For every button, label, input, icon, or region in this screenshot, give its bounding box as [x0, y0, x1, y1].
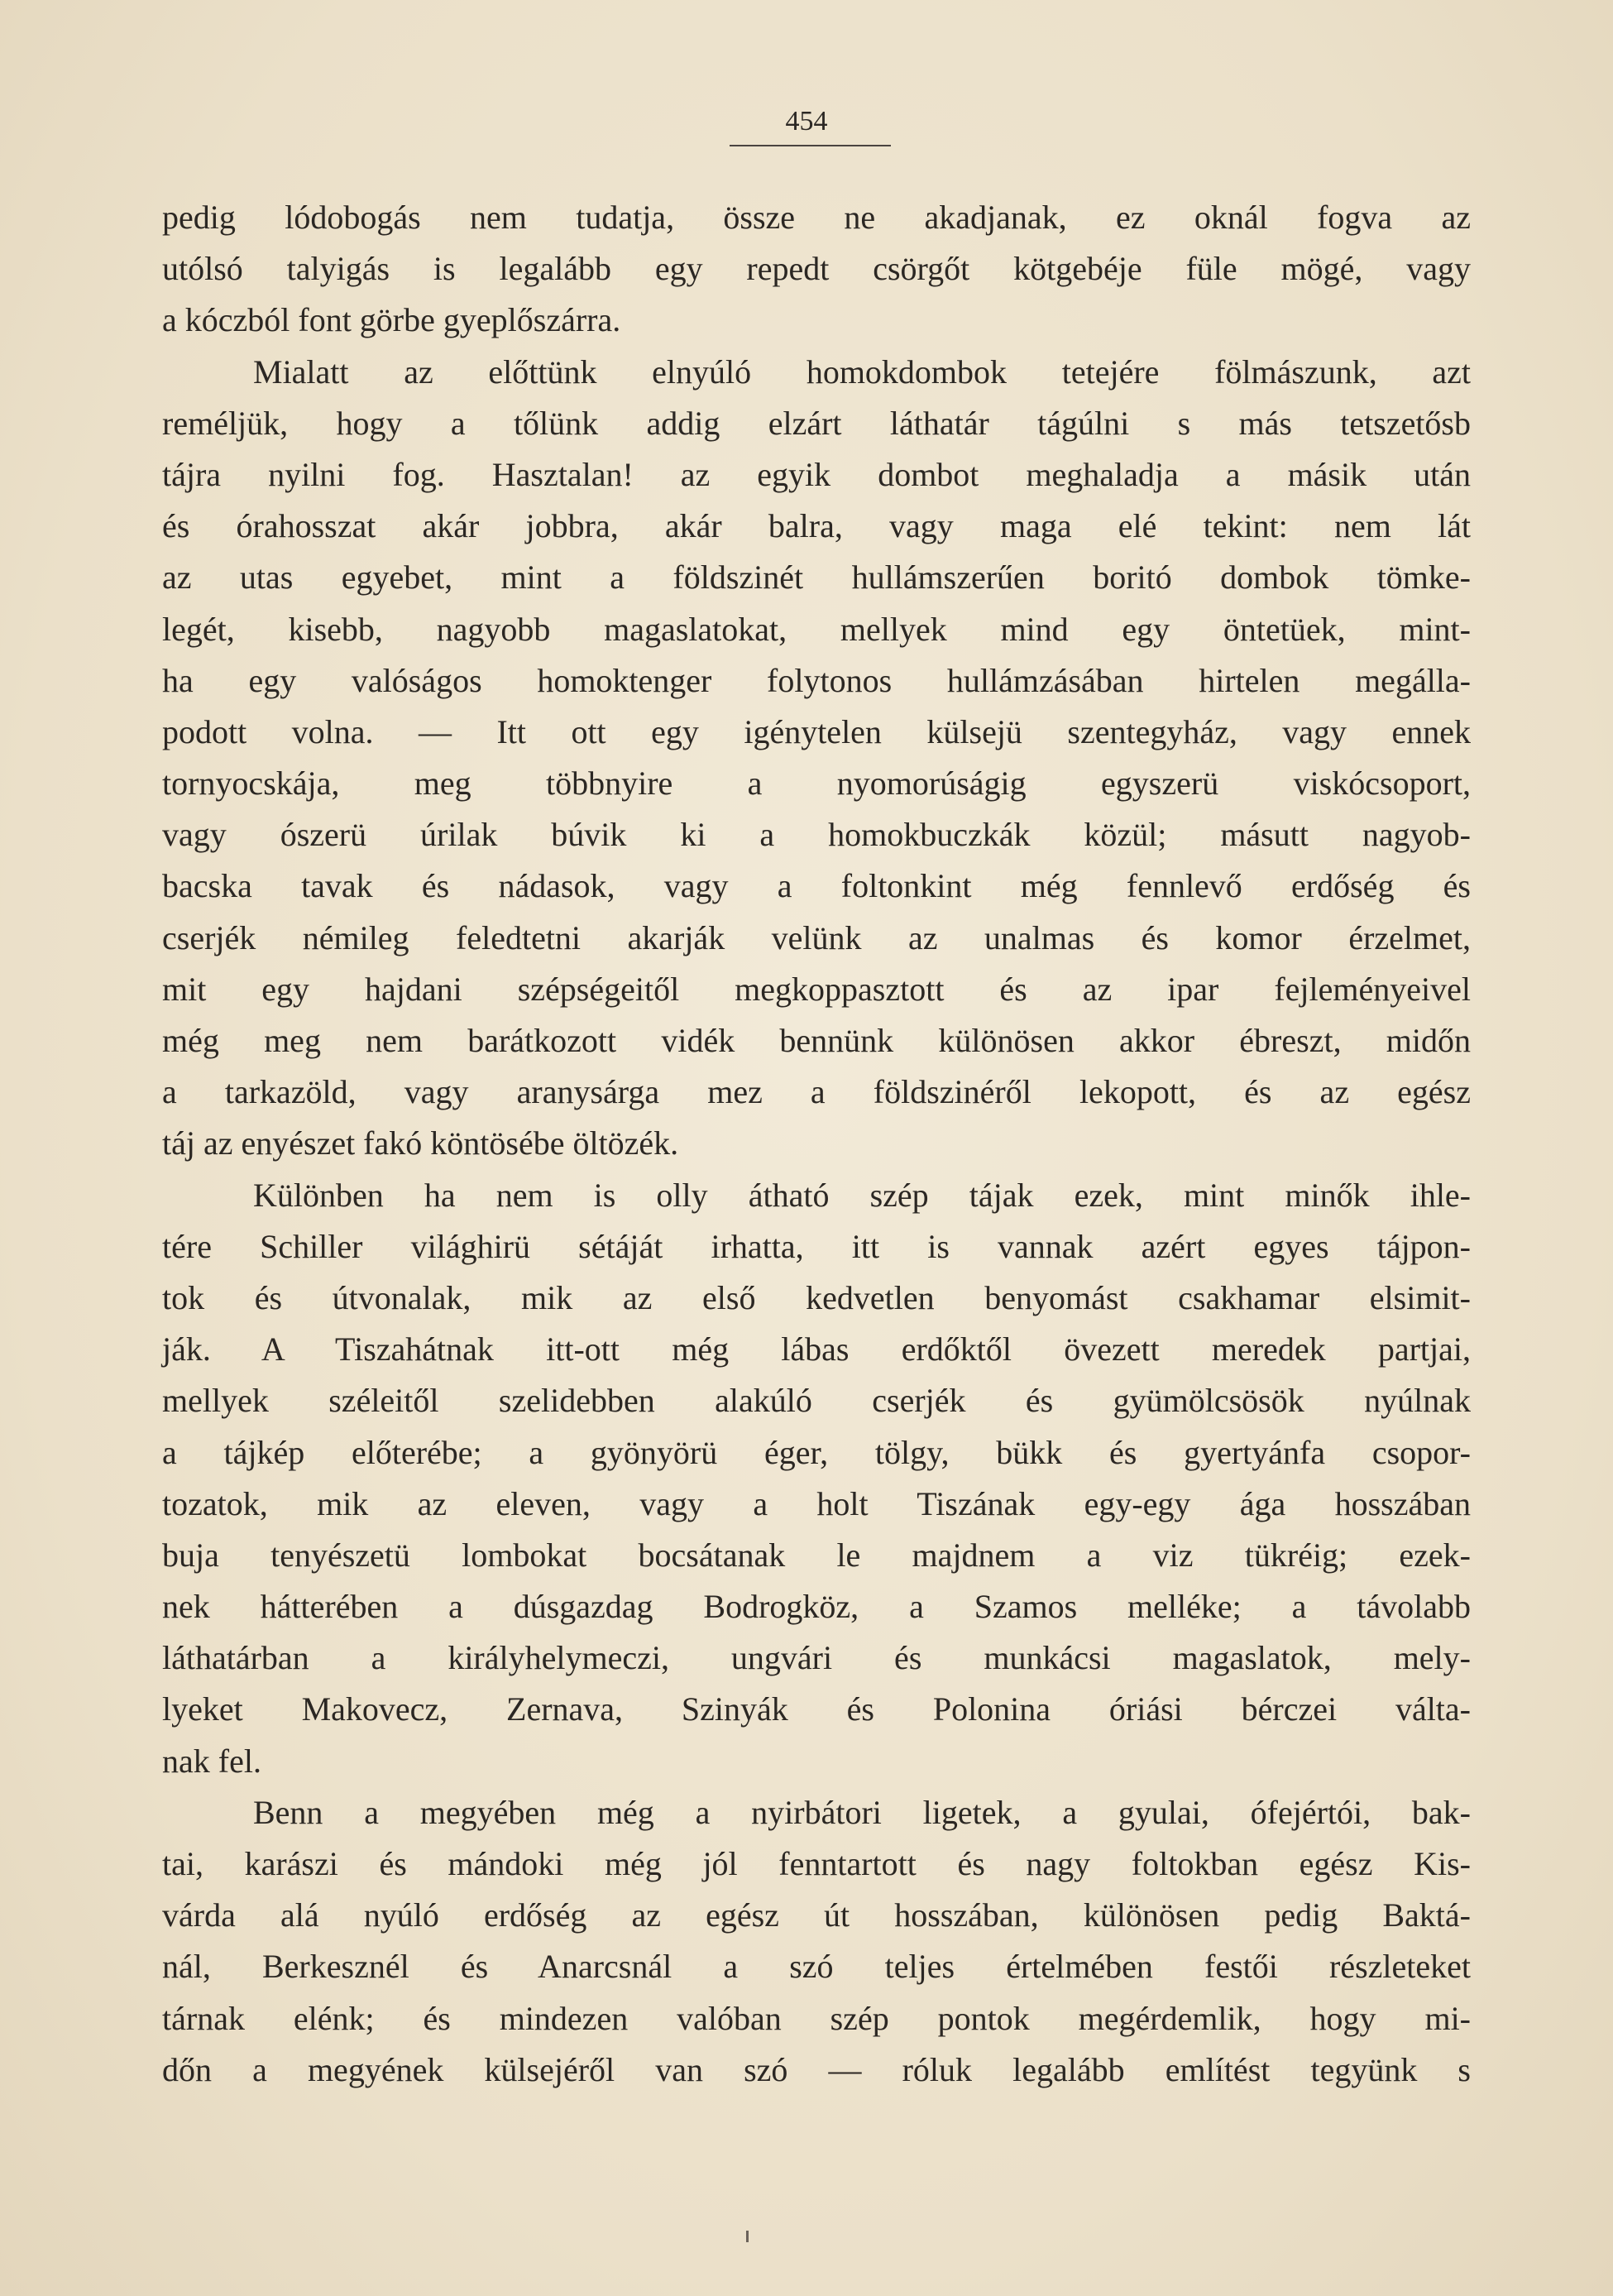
text-line: táj az enyészet fakó köntösébe öltözék. — [162, 1124, 679, 1162]
text-line: és órahosszat akár jobbra, akár balra, vagy maga elé tekint: nem lát — [162, 507, 1471, 545]
text-line: mit egy hajdani szépségeitől megkoppasztott és az ipar fejleményeivel — [162, 970, 1471, 1008]
text-line: dőn a megyének külsejéről van szó — róluk legalább említést tegyünk s — [162, 2050, 1471, 2088]
text-line: várda alá nyúló erdőség az egész út hosszában, különösen pedig Baktá- — [162, 1896, 1471, 1934]
paragraph — [162, 1787, 1471, 2096]
ink-mark — [746, 2231, 749, 2242]
header-rule — [730, 145, 891, 146]
text-line: lyeket Makovecz, Zernava, Szinyák és Polonina óriási bérczei válta- — [162, 1690, 1471, 1728]
paragraph — [162, 192, 1471, 347]
text-line: nál, Berkesznél és Anarcsnál a szó teljes értelmében festői részleteket — [162, 1948, 1471, 1986]
text-line: bacska tavak és nádasok, vagy a foltonkint még fennlevő erdőség és — [162, 867, 1471, 905]
text-line: tok és útvonalak, mik az első kedvetlen benyomást csakhamar elsimit- — [162, 1278, 1471, 1316]
text-line: nak fel. — [162, 1742, 261, 1780]
text-line: a tarkazöld, vagy aranysárga mez a földszinéről lekopott, és az egész — [162, 1073, 1471, 1111]
text-line: Különben ha nem is olly átható szép tájak ezek, mint minők ihle- — [253, 1176, 1471, 1214]
text-line: ják. A Tiszahátnak itt-ott még lábas erdőktől övezett meredek partjai, — [162, 1330, 1471, 1368]
text-line: reméljük, hogy a tőlünk addig elzárt láthatár tágúlni s más tetszetősb — [162, 404, 1471, 442]
paragraph — [162, 347, 1471, 1170]
paragraph — [162, 1170, 1471, 1787]
text-line: tére Schiller világhirü sétáját irhatta, itt is vannak azért egyes tájpon- — [162, 1227, 1471, 1265]
text-line: a kóczból font görbe gyeplőszárra. — [162, 301, 621, 339]
text-line: tájra nyilni fog. Hasztalan! az egyik dombot meghaladja a másik után — [162, 455, 1471, 493]
text-line: az utas egyebet, mint a földszinét hullámszerűen boritó dombok tömke- — [162, 558, 1471, 597]
text-line: ha egy valóságos homoktenger folytonos hullámzásában hirtelen megálla- — [162, 661, 1471, 699]
text-line: tárnak elénk; és mindezen valóban szép pontok megérdemlik, hogy mi- — [162, 1999, 1471, 2037]
text-line: láthatárban a királyhelymeczi, ungvári és munkácsi magaslatok, mely- — [162, 1639, 1471, 1677]
body-text — [162, 192, 1471, 2096]
text-line: Mialatt az előttünk elnyúló homokdombok tetejére fölmászunk, azt — [253, 352, 1471, 391]
text-line: nek hátterében a dúsgazdag Bodrogköz, a Szamos melléke; a távolabb — [162, 1588, 1471, 1626]
text-line: legét, kisebb, nagyobb magaslatokat, mellyek mind egy öntetüek, mint- — [162, 610, 1471, 648]
text-line: Benn a megyében még a nyirbátori ligetek, a gyulai, ófejértói, bak- — [253, 1793, 1471, 1831]
text-line: tozatok, mik az eleven, vagy a holt Tiszának egy-egy ága hosszában — [162, 1484, 1471, 1522]
text-line: még meg nem barátkozott vidék bennünk különösen akkor ébreszt, midőn — [162, 1022, 1471, 1059]
text-line: mellyek széleitől szelidebben alakúló cserjék és gyümölcsösök nyúlnak — [162, 1382, 1471, 1420]
text-line: tai, karászi és mándoki még jól fenntartott és nagy foltokban egész Kis- — [162, 1845, 1471, 1882]
text-line: buja tenyészetü lombokat bocsátanak le majdnem a viz tükréig; ezek- — [162, 1536, 1471, 1574]
text-line: podott volna. — Itt ott egy igénytelen külsejü szentegyház, vagy ennek — [162, 712, 1471, 750]
text-line: pedig lódobogás nem tudatja, össze ne akadjanak, ez oknál fogva az — [162, 199, 1471, 236]
text-line: cserjék némileg feledtetni akarják velünk az unalmas és komor érzelmet, — [162, 918, 1471, 956]
text-line: utólsó talyigás is legalább egy repedt csörgőt kötgebéje füle mögé, vagy — [162, 250, 1471, 288]
text-line: a tájkép előterébe; a gyönyörü éger, tölgy, bükk és gyertyánfa csopor- — [162, 1433, 1471, 1471]
page-number: 454 — [785, 106, 828, 137]
text-line: vagy ószerü úrilak búvik ki a homokbuczkák közül; másutt nagyob- — [162, 816, 1471, 854]
text-line: tornyocskája, meg többnyire a nyomorúságig egyszerü viskócsoport, — [162, 765, 1471, 803]
